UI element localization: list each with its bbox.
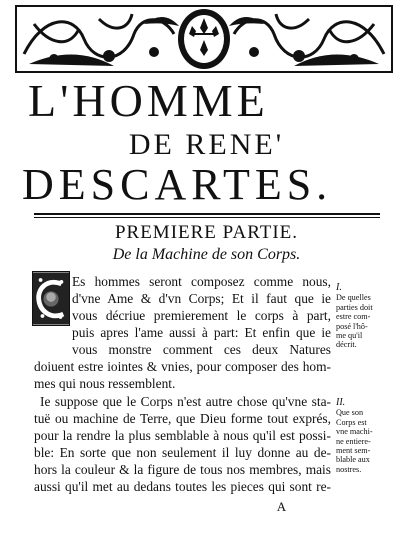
margin-note-line: ment sem-	[336, 446, 371, 456]
margin-note-line: nostres.	[336, 464, 362, 474]
margin-note-2	[336, 398, 408, 474]
title-line-3: DESCARTES.	[22, 160, 333, 209]
margin-note-line: parties doit	[336, 302, 373, 312]
title-line-2: DE RENE'	[128, 128, 285, 161]
margin-note-line: Que son	[336, 408, 364, 418]
catchword: A	[276, 499, 287, 514]
text-line: d'vne Ame & d'vn Corps; Et il faut que ie	[72, 291, 331, 306]
text-line: tuë ou machine de Terre, que Dieu forme tout exprés,	[34, 411, 331, 426]
margin-note-line: blable aux	[336, 455, 370, 465]
title-rule-thin	[34, 217, 380, 218]
margin-note-line: décrit.	[336, 340, 357, 350]
text-line: mes qui nous ressemblent.	[34, 376, 176, 391]
margin-note-number: II.	[336, 397, 346, 408]
text-line: Ie suppose que le Corps n'est autre chose qu'vne sta-	[40, 394, 331, 409]
margin-note-line: ne entiere-	[336, 436, 371, 446]
margin-note-line: estre com-	[336, 312, 371, 322]
headpiece-ornament	[14, 4, 394, 74]
text-line: vous monstre comment ces deux Natures	[72, 342, 331, 357]
text-line: doiuent estre iointes & vnies, pour composer des hom-	[34, 359, 331, 374]
title-line-1: L'HOMME	[28, 75, 269, 126]
text-line: hors la couleur & la figure de tous nos membres, mais	[34, 462, 331, 477]
text-line: aussi qu'il met au dedans toutes les pieces qui sont re-	[34, 479, 331, 494]
margin-note-line: De quelles	[336, 293, 371, 303]
margin-note-number: I.	[336, 282, 342, 293]
decorated-initial-c	[32, 271, 70, 326]
margin-note-line: posé l'hô-	[336, 321, 368, 331]
text-line: Es hommes seront composez comme nous,	[72, 274, 331, 289]
text-line: vous décriue premierement le corps à part,	[72, 308, 331, 323]
margin-note-1	[336, 283, 408, 350]
text-line: pour la rendre la plus semblable à nous qu'il est possi-	[34, 428, 331, 443]
title-rule	[34, 213, 380, 215]
margin-note-line: vne machi-	[336, 427, 373, 437]
margin-note-line: Corps est	[336, 417, 367, 427]
text-line: ble: En sorte que non seulement il luy donne au de-	[34, 445, 331, 460]
part-heading: PREMIERE PARTIE.	[114, 222, 299, 243]
section-title: De la Machine de son Corps.	[112, 246, 301, 263]
text-line: puis apres l'ame aussi à part: Et enfin que ie	[72, 325, 331, 340]
margin-note-line: me qu'il	[336, 331, 363, 341]
